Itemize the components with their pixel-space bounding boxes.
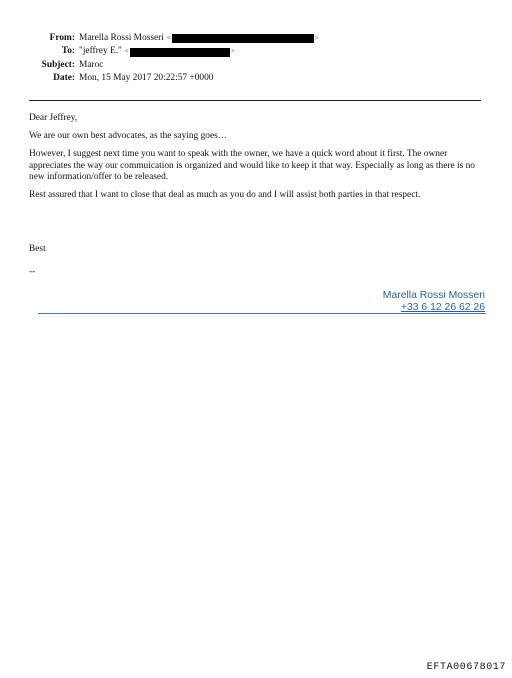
signature-separator: -- bbox=[29, 267, 36, 277]
email-header bbox=[0, 32, 512, 86]
from-value-group bbox=[79, 32, 319, 45]
from-bracket-close: > bbox=[314, 34, 319, 42]
from-row bbox=[0, 32, 512, 45]
to-value: "jeffrey E." bbox=[79, 46, 122, 57]
signature-name: Marella Rossi Mosseri bbox=[382, 290, 485, 301]
signature-phone-link[interactable]: +33 6 12 26 62 26 bbox=[400, 302, 485, 313]
greeting: Dear Jeffrey, bbox=[29, 113, 78, 123]
sign-off: Best bbox=[29, 244, 46, 254]
from-bracket-open: < bbox=[166, 34, 171, 42]
subject-label: Subject: bbox=[41, 59, 75, 70]
from-value: Marella Rossi Mosseri bbox=[79, 33, 164, 43]
date-value: Mon, 15 May 2017 20:22:57 +0000 bbox=[79, 73, 214, 84]
to-row bbox=[0, 45, 512, 58]
body-paragraph-2: However, I suggest next time you want to speak with the owner, we have a quick word about it first. The owner appreciates the way our commuication is organized and would like to keep it that way. Especially as long as there is no new information/offer to be released. bbox=[29, 148, 475, 183]
body-paragraph-1: We are our own best advocates, as the saying goes… bbox=[29, 130, 228, 141]
signature-underline bbox=[38, 313, 486, 314]
document-id: EFTA00678017 bbox=[426, 662, 506, 673]
to-bracket-close: > bbox=[230, 47, 235, 56]
subject-value: Maroc bbox=[79, 59, 104, 70]
to-bracket-open: < bbox=[124, 47, 129, 56]
to-value-group bbox=[79, 45, 235, 58]
redaction-bar bbox=[172, 34, 314, 43]
date-label: Date: bbox=[53, 73, 75, 84]
email-body bbox=[29, 113, 487, 208]
to-label: To: bbox=[61, 46, 75, 57]
date-row bbox=[0, 72, 512, 85]
subject-row bbox=[0, 59, 512, 72]
from-label: From: bbox=[49, 33, 75, 43]
body-paragraph-3: Rest assured that I want to close that deal as much as you do and I will assist both parties in that respect. bbox=[29, 190, 421, 201]
redaction-bar bbox=[130, 48, 230, 57]
header-divider bbox=[29, 100, 481, 101]
